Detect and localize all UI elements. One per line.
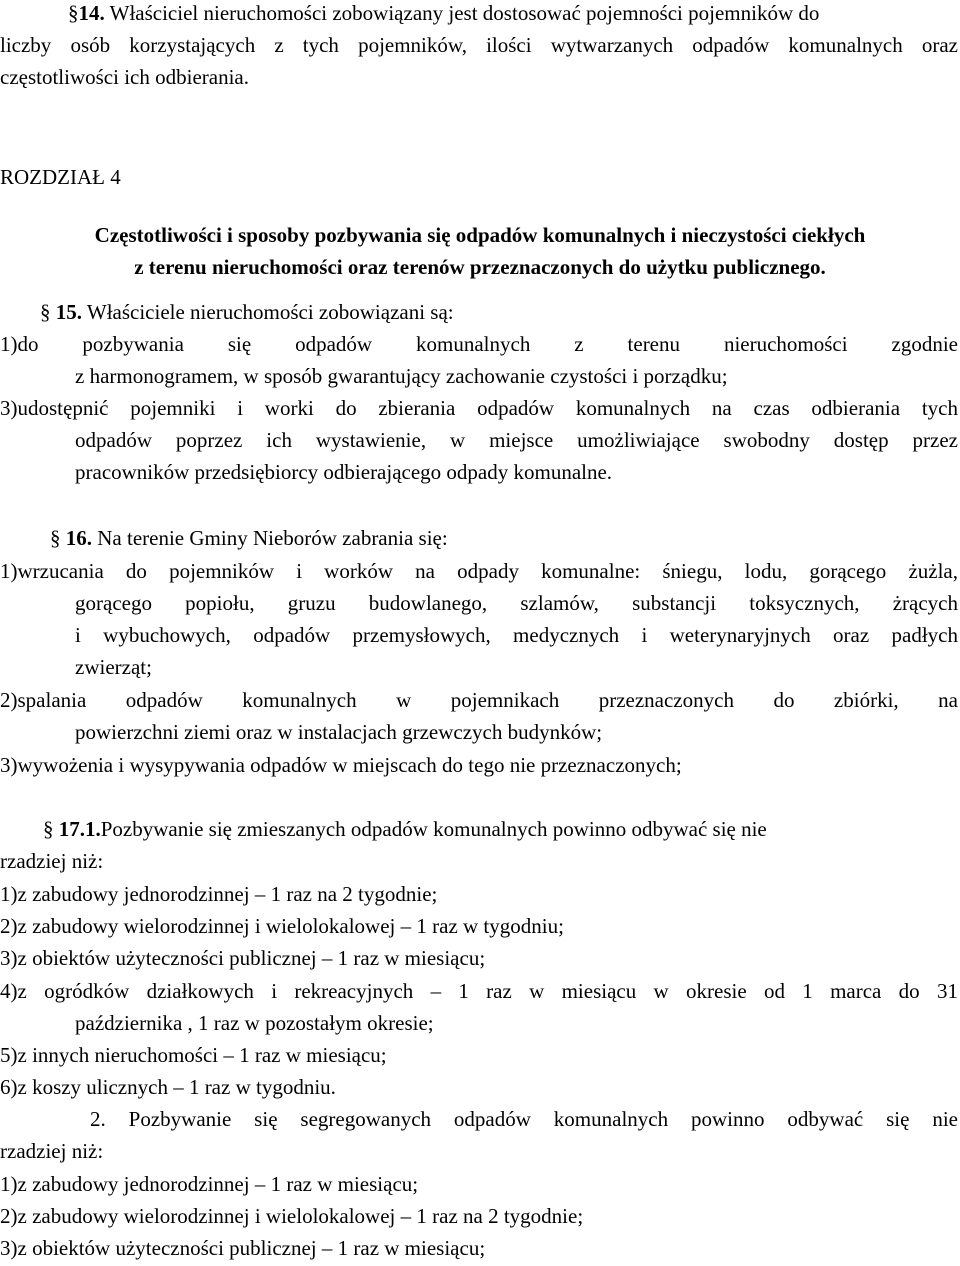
paragraph-16-item-1-line-2: gorącego popiołu, gruzu budowlanego, szlamów, substancji toksycznych, żrących [75, 591, 958, 615]
paragraph-17-list-item-3: 3)z obiektów użyteczności publicznej – 1 raz w miesiącu; [0, 946, 486, 970]
paragraph-14-line-1 [68, 0, 819, 29]
paragraph-17-point-2-item-1: 1)z zabudowy jednorodzinnej – 1 raz w miesiącu; [0, 1172, 419, 1196]
paragraph-17-point-2-line-1: 2. Pozbywanie się segregowanych odpadów komunalnych powinno odbywać się nie [90, 1107, 958, 1131]
section-sign: § [43, 817, 54, 841]
chapter-heading-line-2: z terenu nieruchomości oraz terenów przeznaczonych do użytku publicznego. [134, 255, 826, 279]
paragraph-17-point-2-item-2: 2)z zabudowy wielorodzinnej i wielolokalowej – 1 raz na 2 tygodnie; [0, 1204, 584, 1228]
paragraph-16-item-1-line-1: 1)wrzucania do pojemników i worków na odpady komunalne: śniegu, lodu, gorącego żużla, [0, 559, 958, 583]
paragraph-text: Pozbywanie się zmieszanych odpadów komunalnych powinno odbywać się nie [100, 817, 767, 841]
paragraph-number: 14. [78, 1, 105, 25]
paragraph-17-list-item-2: 2)z zabudowy wielorodzinnej i wielolokalowej – 1 raz w tygodniu; [0, 914, 564, 938]
paragraph-text: Właściciele nieruchomości zobowiązani są: [82, 300, 454, 324]
paragraph-17-list-item-4-line-1: 4)z ogródków działkowych i rekreacyjnych – 1 raz w miesiącu w okresie od 1 marca do 31 [0, 979, 958, 1003]
paragraph-text: Na terenie Gminy Nieborów zabrania się: [92, 526, 448, 550]
paragraph-15-intro [40, 296, 454, 328]
paragraph-number: 15. [55, 300, 82, 324]
paragraph-16-item-1-line-3: i wybuchowych, odpadów przemysłowych, medycznych i weterynaryjnych oraz padłych [75, 623, 958, 647]
chapter-heading-line-1: Częstotliwości i sposoby pozbywania się odpadów komunalnych i nieczystości ciekłych [94, 223, 866, 247]
paragraph-17-list-item-6: 6)z koszy ulicznych – 1 raz w tygodniu. [0, 1075, 336, 1099]
paragraph-15-item-3-line-1: 3)udostępnić pojemniki i worki do zbierania odpadów komunalnych na czas odbierania tych [0, 396, 958, 420]
paragraph-16-item-3: 3)wywożenia i wysypywania odpadów w miejscach do tego nie przeznaczonych; [0, 753, 682, 777]
section-sign: § [50, 526, 61, 550]
paragraph-number: 17.1. [58, 817, 101, 841]
paragraph-17-intro [43, 813, 767, 845]
paragraph-15-item-1-line-2: z harmonogramem, w sposób gwarantujący zachowanie czystości i porządku; [75, 364, 728, 388]
paragraph-15-item-3-line-3: pracowników przedsiębiorcy odbierającego odpady komunalne. [75, 460, 613, 484]
paragraph-text: Właściciel nieruchomości zobowiązany jest dostosować pojemności pojemników do [104, 1, 820, 25]
paragraph-15-item-3-line-2: odpadów poprzez ich wystawienie, w miejsce umożliwiające swobodny dostęp przez [75, 428, 958, 452]
paragraph-16-item-2-line-1: 2)spalania odpadów komunalnych w pojemnikach przeznaczonych do zbiórki, na [0, 688, 958, 712]
paragraph-17-list-item-5: 5)z innych nieruchomości – 1 raz w miesiącu; [0, 1043, 387, 1067]
paragraph-16-item-2-line-2: powierzchni ziemi oraz w instalacjach grzewczych budynków; [75, 720, 603, 744]
paragraph-16-intro [50, 522, 448, 554]
paragraph-14-line-3: częstotliwości ich odbierania. [0, 65, 249, 89]
paragraph-17-intro-line-2: rzadziej niż: [0, 849, 104, 873]
section-sign: § [68, 1, 79, 25]
paragraph-16-item-1-line-4: zwierząt; [75, 655, 152, 679]
paragraph-17-list-item-4-line-2: października , 1 raz w pozostałym okresie; [75, 1011, 434, 1035]
paragraph-14-line-2: liczby osób korzystających z tych pojemników, ilości wytwarzanych odpadów komunalnych oraz [0, 33, 958, 57]
chapter-title: ROZDZIAŁ 4 [0, 165, 121, 189]
paragraph-17-list-item-1: 1)z zabudowy jednorodzinnej – 1 raz na 2 tygodnie; [0, 882, 438, 906]
paragraph-17-point-2-item-3: 3)z obiektów użyteczności publicznej – 1 raz w miesiącu; [0, 1236, 486, 1260]
paragraph-number: 16. [65, 526, 92, 550]
section-sign: § [40, 300, 51, 324]
paragraph-17-point-2-line-2: rzadziej niż: [0, 1139, 104, 1163]
paragraph-15-item-1-line-1: 1)do pozbywania się odpadów komunalnych z terenu nieruchomości zgodnie [0, 332, 958, 356]
